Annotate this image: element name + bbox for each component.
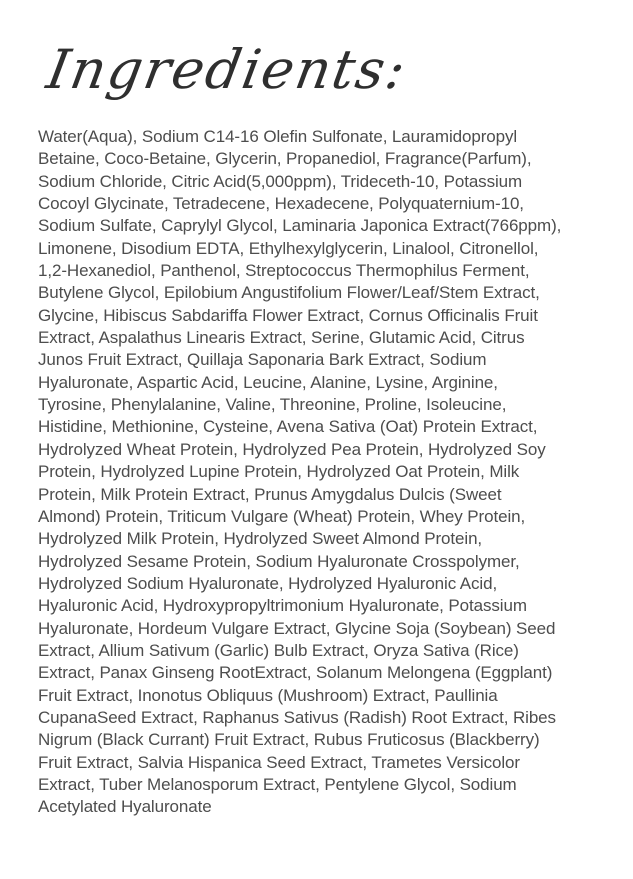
ingredients-line: Extract, Aspalathus Linearis Extract, Serine, Glutamic Acid, Citrus (38, 328, 525, 348)
page-title: Ingredients: (42, 38, 413, 101)
ingredients-line: Hyaluronate, Hordeum Vulgare Extract, Glycine Soja (Soybean) Seed (38, 618, 556, 638)
ingredients-line: Sodium Sulfate, Caprylyl Glycol, Laminaria Japonica Extract(766ppm), (38, 216, 562, 236)
ingredients-line: Hydrolyzed Wheat Protein, Hydrolyzed Pea Protein, Hydrolyzed Soy (38, 439, 546, 459)
ingredients-line: Extract, Allium Sativum (Garlic) Bulb Extract, Oryza Sativa (Rice) (38, 640, 519, 660)
ingredients-line: Hyaluronic Acid, Hydroxypropyltrimonium Hyaluronate, Potassium (38, 596, 527, 616)
ingredients-line: Tyrosine, Phenylalanine, Valine, Threonine, Proline, Isoleucine, (38, 395, 507, 415)
ingredients-line: CupanaSeed Extract, Raphanus Sativus (Radish) Root Extract, Ribes (38, 707, 556, 727)
ingredients-line: Betaine, Coco-Betaine, Glycerin, Propanediol, Fragrance(Parfum), (38, 149, 532, 169)
ingredients-line: Almond) Protein, Triticum Vulgare (Wheat) Protein, Whey Protein, (38, 506, 526, 526)
ingredients-line: Histidine, Methionine, Cysteine, Avena Sativa (Oat) Protein Extract, (38, 417, 538, 437)
ingredients-line: Hyaluronate, Aspartic Acid, Leucine, Alanine, Lysine, Arginine, (38, 372, 498, 392)
ingredients-line: Junos Fruit Extract, Quillaja Saponaria Bark Extract, Sodium (38, 350, 487, 370)
ingredients-list (38, 126, 603, 819)
ingredients-line: Protein, Milk Protein Extract, Prunus Amygdalus Dulcis (Sweet (38, 484, 502, 504)
ingredients-line: Sodium Chloride, Citric Acid(5,000ppm), Trideceth-10, Potassium (38, 171, 523, 191)
ingredients-line: Extract, Panax Ginseng RootExtract, Solanum Melongena (Eggplant) (38, 663, 553, 683)
ingredients-line: Hydrolyzed Sesame Protein, Sodium Hyaluronate Crosspolymer, (38, 551, 520, 571)
ingredients-line: Nigrum (Black Currant) Fruit Extract, Rubus Fruticosus (Blackberry) (38, 730, 540, 750)
ingredients-line: Cocoyl Glycinate, Tetradecene, Hexadecene, Polyquaternium-10, (38, 194, 524, 214)
ingredients-line: Hydrolyzed Sodium Hyaluronate, Hydrolyzed Hyaluronic Acid, (38, 573, 498, 593)
ingredients-line: Acetylated Hyaluronate (38, 797, 212, 817)
ingredients-line: Extract, Tuber Melanosporum Extract, Pentylene Glycol, Sodium (38, 774, 517, 794)
ingredients-line: Hydrolyzed Milk Protein, Hydrolyzed Sweet Almond Protein, (38, 529, 483, 549)
ingredients-line: Protein, Hydrolyzed Lupine Protein, Hydrolyzed Oat Protein, Milk (38, 462, 520, 482)
ingredients-line: Water(Aqua), Sodium C14-16 Olefin Sulfonate, Lauramidopropyl (38, 127, 518, 146)
ingredients-line: Fruit Extract, Salvia Hispanica Seed Extract, Trametes Versicolor (38, 752, 520, 772)
ingredients-line: Glycine, Hibiscus Sabdariffa Flower Extract, Cornus Officinalis Fruit (38, 305, 538, 325)
ingredients-line: Fruit Extract, Inonotus Obliquus (Mushroom) Extract, Paullinia (38, 685, 498, 705)
ingredients-line: 1,2-Hexanediol, Panthenol, Streptococcus Thermophilus Ferment, (38, 261, 530, 281)
ingredients-line: Limonene, Disodium EDTA, Ethylhexylglycerin, Linalool, Citronellol, (38, 238, 539, 258)
ingredients-line: Butylene Glycol, Epilobium Angustifolium Flower/Leaf/Stem Extract, (38, 283, 540, 303)
